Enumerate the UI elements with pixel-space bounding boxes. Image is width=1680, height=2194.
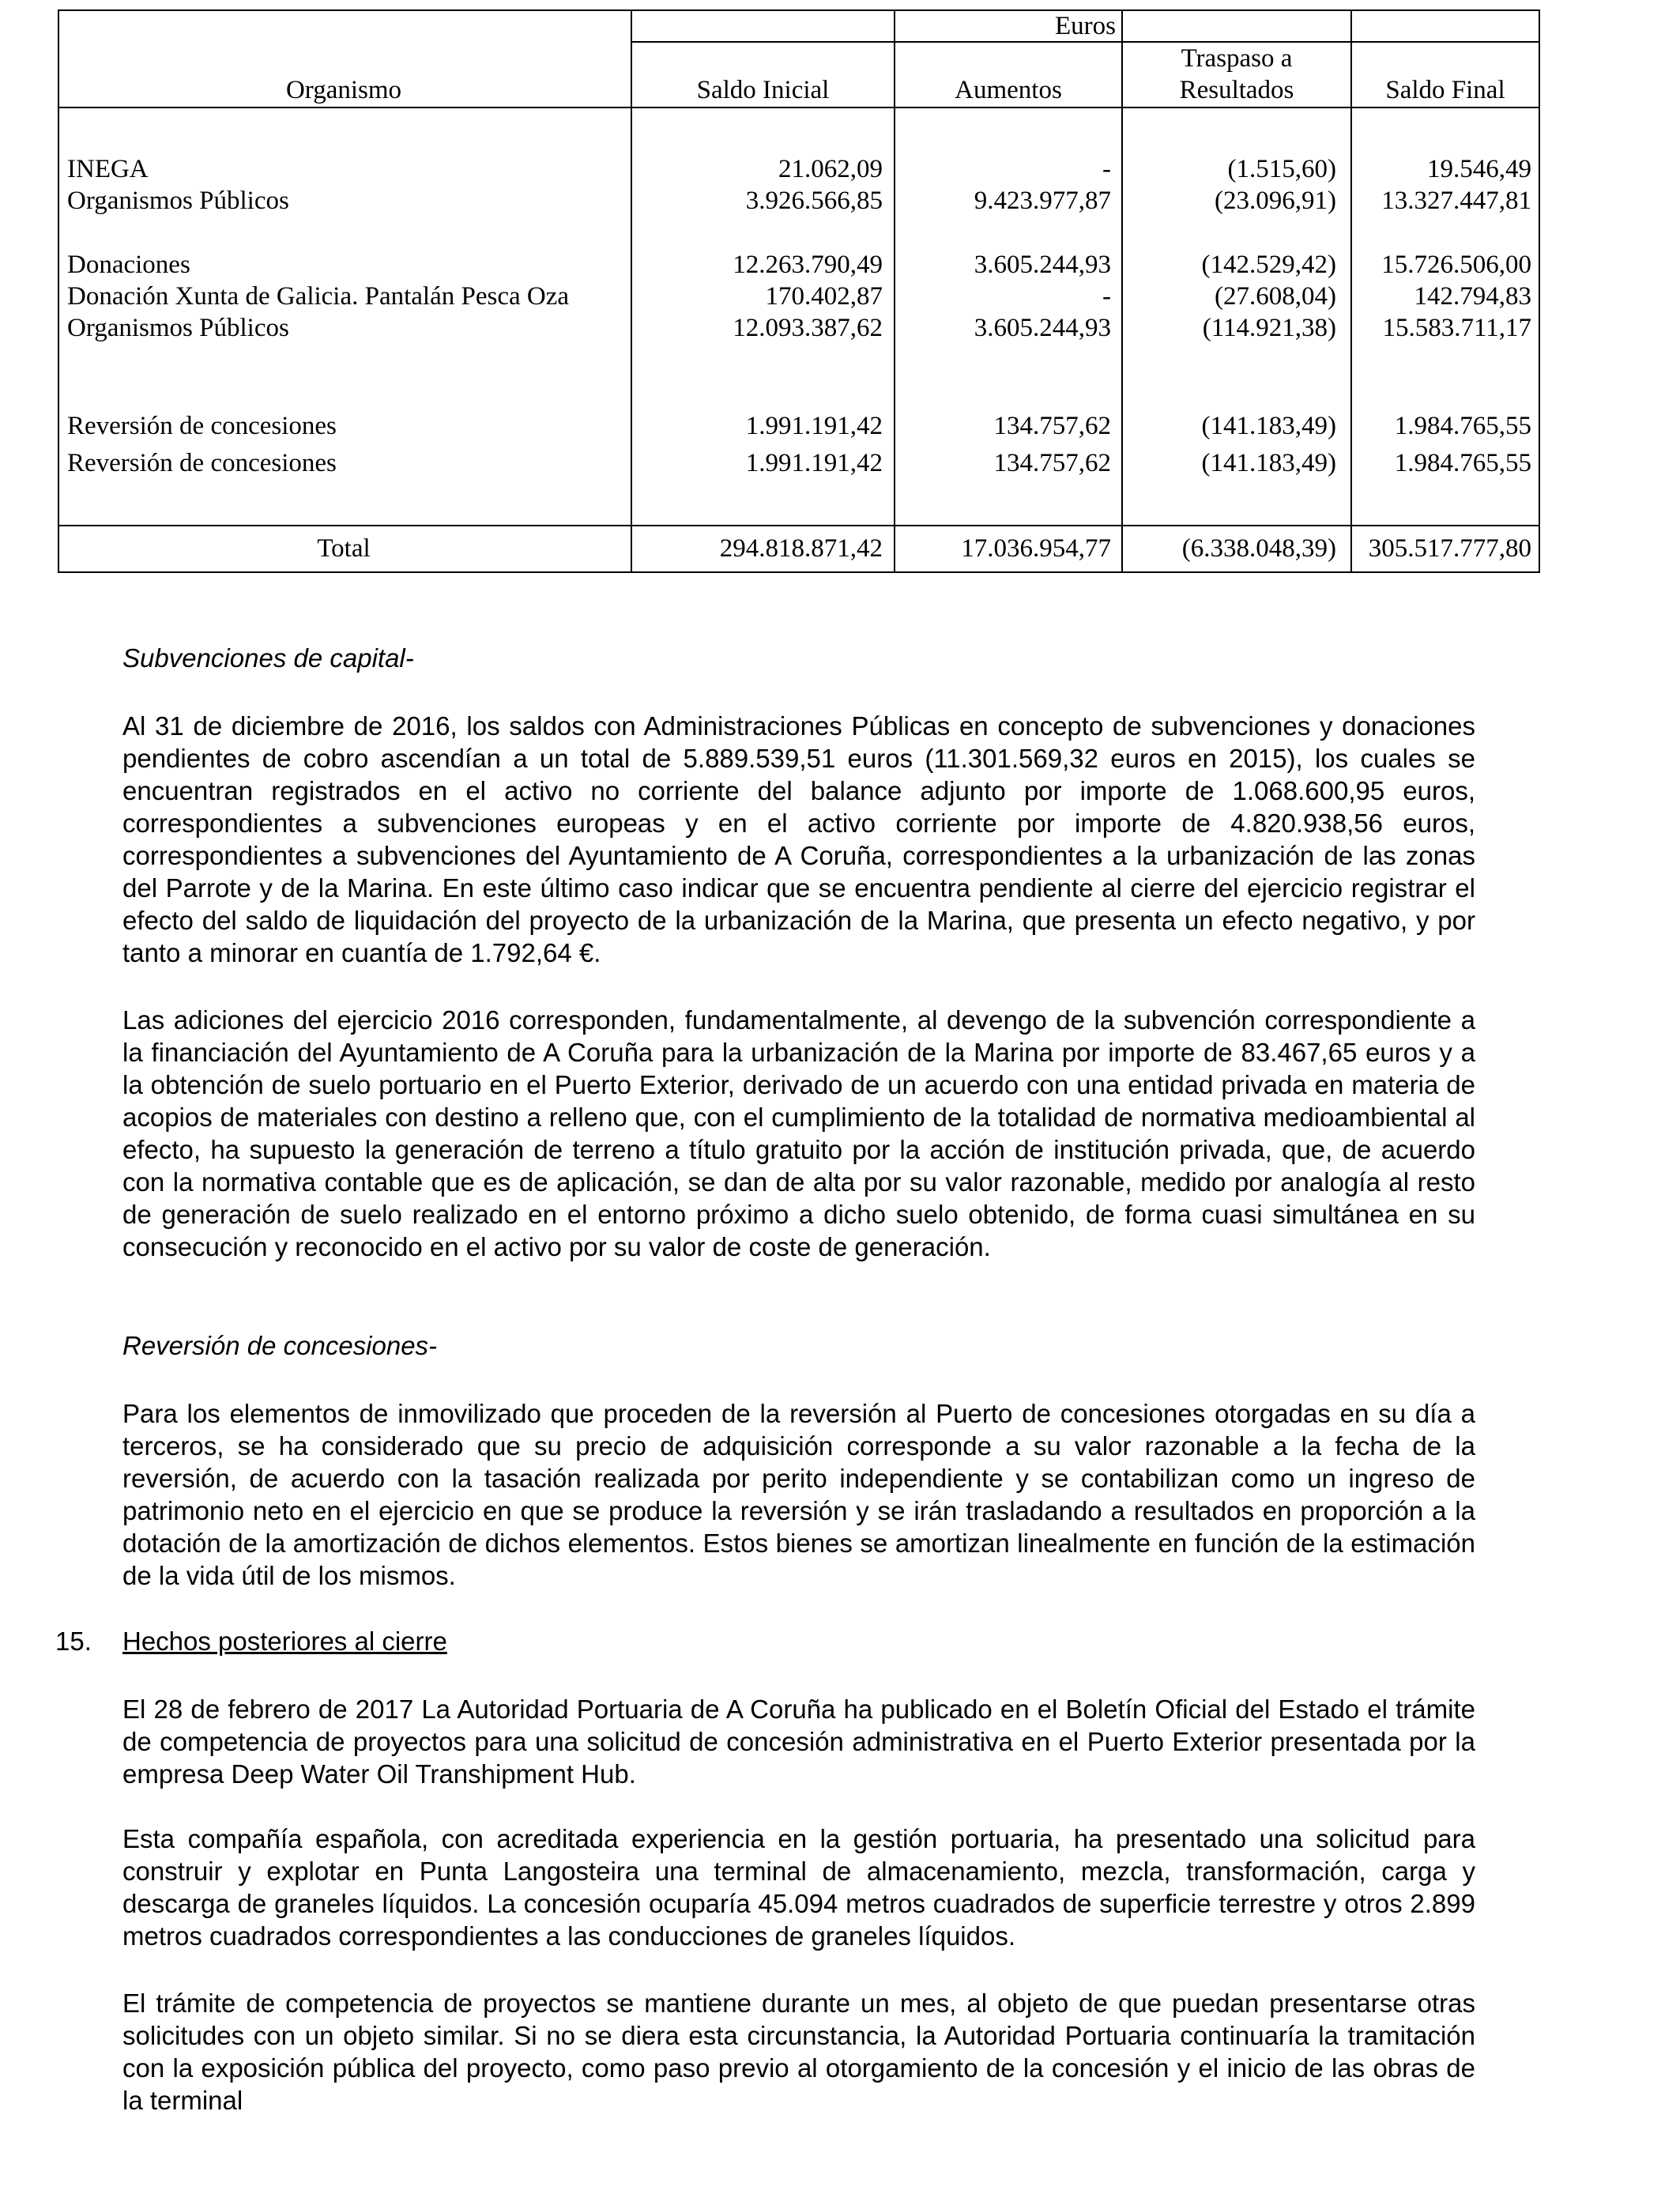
row-traspaso: (1.515,60) <box>1227 155 1336 183</box>
table-border-bottom <box>58 571 1540 573</box>
table-group-header: Euros <box>1055 12 1116 40</box>
header-traspaso-line1: Traspaso a <box>1181 44 1293 73</box>
row-traspaso: (142.529,42) <box>1201 251 1336 279</box>
paragraph-text: Las adiciones del ejercicio 2016 corresponden, fundamentalmente, al devengo de la subvención correspondiente a la financiación del Ayuntamiento de A Coruña para la urbanización de la Marina por importe de 83.467,65 euros y a la obtención de suelo portuario en el Puerto Exterior, derivado de un acuerdo con una entidad privada en materia de acopios de materiales con destino a relleno que, con el cumplimiento de la totalidad de normativa medioambiental al efecto, ha supuesto la generación de terreno a título gratuito por la acción de institución privada, que, de acuerdo con la normativa contable que es de aplicación, se dan de alta por su valor razonable, medido por analogía al resto de generación de suelo realizado en el entorno próximo a dicho suelo obtenido, de forma cuasi simultánea en su consecución y reconocido en el activo por su valor de coste de generación. <box>122 1005 1475 1261</box>
row-aumentos: 9.423.977,87 <box>974 187 1111 215</box>
row-organismo: Reversión de concesiones <box>67 412 337 440</box>
total-aumentos: 17.036.954,77 <box>961 534 1111 563</box>
row-traspaso: (141.183,49) <box>1201 449 1336 477</box>
reversion-paragraph <box>122 1397 1475 1592</box>
row-organismo: Donaciones <box>67 251 190 279</box>
section-15-number: 15. <box>55 1627 92 1656</box>
header-aumentos: Aumentos <box>955 76 1062 104</box>
row-aumentos: 134.757,62 <box>993 449 1111 477</box>
row-traspaso: (114.921,38) <box>1202 314 1336 342</box>
table-border-left <box>58 9 59 573</box>
total-label: Total <box>317 534 371 563</box>
total-traspaso: (6.338.048,39) <box>1181 534 1336 563</box>
table-header-underline <box>58 107 1540 108</box>
row-saldo-final: 19.546,49 <box>1427 155 1531 183</box>
row-saldo-inicial: 3.926.566,85 <box>745 187 883 215</box>
header-organismo: Organismo <box>285 76 402 104</box>
section-15-heading: Hechos posteriores al cierre <box>122 1627 447 1656</box>
reversion-heading: Reversión de concesiones- <box>122 1331 438 1360</box>
row-saldo-inicial: 1.991.191,42 <box>745 449 883 477</box>
row-organismo: Organismos Públicos <box>67 187 289 215</box>
row-aumentos: 134.757,62 <box>993 412 1111 440</box>
row-saldo-final: 15.726.506,00 <box>1381 251 1531 279</box>
subvenciones-paragraph-2 <box>122 1004 1475 1263</box>
total-saldo-inicial: 294.818.871,42 <box>719 534 883 563</box>
paragraph-text: Esta compañía española, con acreditada experiencia en la gestión portuaria, ha presentado una solicitud para construir y explotar en Punta Langosteira una terminal de almacenamiento, mezcla, transformación, carga y descarga de graneles líquidos. La concesión ocuparía 45.094 metros cuadrados de superficie terrestre y otros 2.899 metros cuadrados correspondientes a las conducciones de graneles líquidos. <box>122 1824 1475 1951</box>
row-saldo-inicial: 1.991.191,42 <box>745 412 883 440</box>
total-saldo-final: 305.517.777,80 <box>1368 534 1531 563</box>
paragraph-text: El trámite de competencia de proyectos se mantiene durante un mes, al objeto de que puedan presentarse otras solicitudes con un objeto similar. Si no se diera esta circunstancia, la Autoridad Portuaria continuaría la tramitación con la exposición pública del proyecto, como paso previo al otorgamiento de la concesión y el inicio de las obras de la terminal <box>122 1989 1475 2115</box>
row-saldo-inicial: 170.402,87 <box>765 282 883 311</box>
row-saldo-final: 1.984.765,55 <box>1394 412 1531 440</box>
row-organismo: Reversión de concesiones <box>67 449 337 477</box>
subvenciones-heading: Subvenciones de capital- <box>122 643 414 673</box>
row-saldo-final: 13.327.447,81 <box>1381 187 1531 215</box>
subsidies-table <box>58 9 1540 573</box>
row-saldo-inicial: 12.263.790,49 <box>733 251 883 279</box>
row-traspaso: (27.608,04) <box>1215 282 1336 311</box>
row-aumentos: - <box>1102 282 1111 311</box>
section-15-paragraph-3 <box>122 1987 1475 2117</box>
row-aumentos: - <box>1102 155 1111 183</box>
header-traspaso-line2: Resultados <box>1179 76 1294 104</box>
row-saldo-inicial: 12.093.387,62 <box>733 314 883 342</box>
row-saldo-final: 15.583.711,17 <box>1382 314 1531 342</box>
section-15-paragraph-1 <box>122 1693 1475 1790</box>
row-saldo-final: 142.794,83 <box>1414 282 1531 311</box>
row-traspaso: (23.096,91) <box>1215 187 1336 215</box>
paragraph-text: Para los elementos de inmovilizado que proceden de la reversión al Puerto de concesiones otorgadas en su día a terceros, se ha considerado que su precio de adquisición corresponde a su valor razonable a la fecha de la reversión, de acuerdo con la tasación realizada por perito independiente y se contabilizan como un ingreso de patrimonio neto en el ejercicio en que se produce la reversión y se irán trasladando a resultados en proporción a la dotación de la amortización de dichos elementos. Estos bienes se amortizan linealmente en función de la estimación de la vida útil de los mismos. <box>122 1399 1475 1590</box>
table-border-right <box>1539 9 1540 573</box>
section-15-paragraph-2 <box>122 1823 1475 1952</box>
row-traspaso: (141.183,49) <box>1201 412 1336 440</box>
row-aumentos: 3.605.244,93 <box>974 314 1111 342</box>
header-saldo-inicial: Saldo Inicial <box>696 76 830 104</box>
subvenciones-paragraph-1 <box>122 710 1475 969</box>
paragraph-text: Al 31 de diciembre de 2016, los saldos con Administraciones Públicas en concepto de subvenciones y donaciones pendientes de cobro ascendían a un total de 5.889.539,51 euros (11.301.569,32 euros en 2015), los cuales se encuentran registrados en el activo no corriente del balance adjunto por importe de 1.068.600,95 euros, correspondientes a subvenciones europeas y en el activo corriente por importe de 4.820.938,56 euros, correspondientes a subvenciones del Ayuntamiento de A Coruña, correspondientes a la urbanización de las zonas del Parrote y de la Marina. En este último caso indicar que se encuentra pendiente al cierre del ejercicio registrar el efecto del saldo de liquidación del proyecto de la urbanización de la Marina, que presenta un efecto negativo, y por tanto a minorar en cuantía de 1.792,64 €. <box>122 711 1475 967</box>
paragraph-text: El 28 de febrero de 2017 La Autoridad Portuaria de A Coruña ha publicado en el Boletín Oficial del Estado el trámite de competencia de proyectos para una solicitud de concesión administrativa en el Puerto Exterior presentada por la empresa Deep Water Oil Transhipment Hub. <box>122 1695 1475 1789</box>
row-saldo-inicial: 21.062,09 <box>778 155 883 183</box>
header-saldo-final: Saldo Final <box>1385 76 1505 104</box>
table-total-topline <box>58 525 1540 526</box>
row-organismo: Organismos Públicos <box>67 314 289 342</box>
row-organismo: Donación Xunta de Galicia. Pantalán Pesca Oza <box>67 282 570 311</box>
row-aumentos: 3.605.244,93 <box>974 251 1111 279</box>
row-saldo-final: 1.984.765,55 <box>1394 449 1531 477</box>
row-organismo: INEGA <box>67 155 149 183</box>
